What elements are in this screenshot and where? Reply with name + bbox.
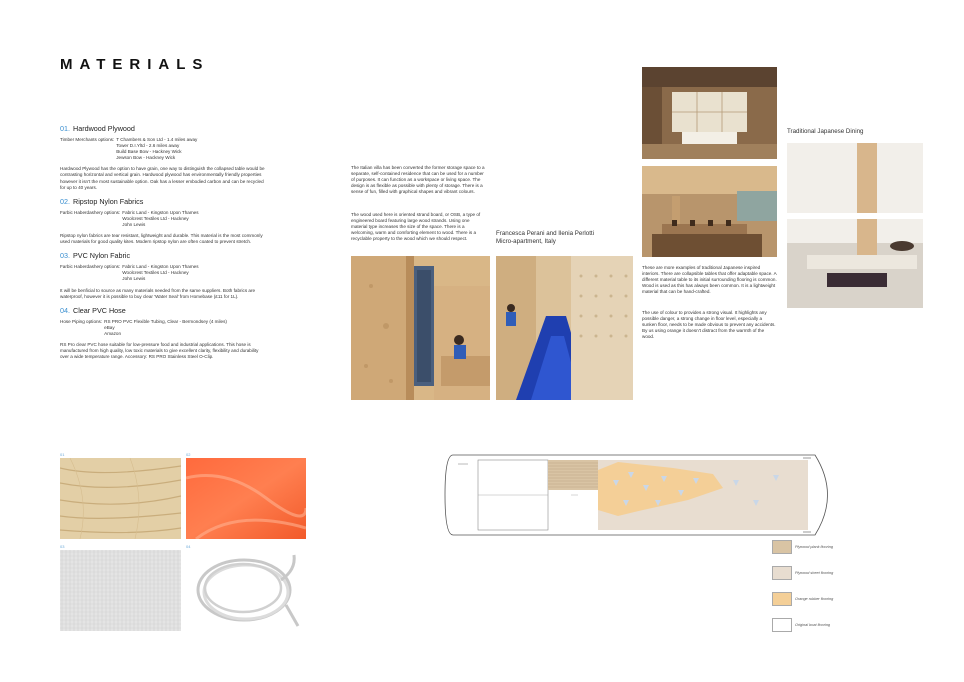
options-label: Hose Piping options: bbox=[60, 318, 103, 324]
nylon-swatch bbox=[186, 458, 306, 539]
section-description: Hardwood Plywood has the option to have grain, one way to distinguish the collapsed table would be contrasting horizontal and vertical grain. Hardwood plywood has environmentally friendly properties however it isn't the most sustainable option. Oak has a lesser embodied carbon and can be recycled for up to 40 years. bbox=[60, 166, 265, 190]
legend-item bbox=[772, 566, 833, 580]
boat-plan-drawing bbox=[443, 450, 843, 540]
legend-label: Orange rubber flooring bbox=[795, 597, 834, 601]
swatch-label: 01 bbox=[60, 452, 65, 457]
options-label: Farbic Haberdashery options: bbox=[60, 209, 121, 215]
legend-swatch bbox=[772, 540, 792, 554]
section-heading bbox=[60, 251, 265, 260]
materials-list bbox=[60, 124, 265, 360]
section-description: It will be benficial to source as many materials needed from the same suppliers. Both fabrics are waterproof, however it is possible to buy clear 'Water Seal' from Homebase (£11 for 1L). bbox=[60, 287, 256, 299]
villa-caption bbox=[496, 230, 636, 246]
swatch-label: 04 bbox=[186, 544, 191, 549]
supplier-options bbox=[60, 210, 265, 228]
japanese-photo-3 bbox=[787, 143, 923, 308]
plywood-swatch bbox=[60, 458, 181, 539]
boat-floor-plan bbox=[443, 450, 843, 540]
supplier-options bbox=[60, 264, 265, 282]
pvc-fabric-swatch bbox=[60, 550, 181, 631]
option-item: eBay bbox=[104, 324, 115, 330]
section-heading bbox=[60, 197, 265, 206]
section-number: 03. bbox=[60, 251, 70, 261]
floor-legend bbox=[772, 540, 833, 632]
legend-swatch bbox=[772, 618, 792, 632]
swatch-label: 03 bbox=[60, 544, 65, 549]
japanese-photo-2-image bbox=[642, 166, 777, 257]
supplier-options bbox=[60, 319, 265, 337]
material-section bbox=[60, 124, 265, 191]
material-section bbox=[60, 251, 265, 299]
hose-swatch bbox=[186, 550, 306, 631]
material-section bbox=[60, 197, 265, 245]
options-label: Timber Merchants options: bbox=[60, 137, 115, 142]
option-item: RS PRO PVC Flexible Tubing, Clear - Bermondsey (4 miles) bbox=[104, 318, 227, 324]
legend-item bbox=[772, 592, 833, 606]
option-item: Woolcrest Textiles Ltd - Hackney bbox=[122, 270, 189, 276]
legend-label: Original boat flooring bbox=[795, 623, 831, 627]
page-title: MATERIALS bbox=[60, 56, 210, 73]
villa-photo-1 bbox=[351, 256, 490, 400]
villa-photo-2 bbox=[496, 256, 633, 400]
option-item: Amazon bbox=[104, 330, 121, 336]
plywood-image bbox=[60, 458, 181, 539]
section-number: 01. bbox=[60, 124, 70, 133]
japanese-photo-3-image bbox=[787, 143, 923, 308]
japanese-caption: Traditional Japanese Dining bbox=[787, 128, 864, 135]
japanese-colour-text: The use of colour to provides a strong visual. It highlights any possible danger, a strong change in floor level, especially a sunken floor, needs to be made obvious to prevent any accidents. By us using orange it doesn't distract from the warmth of the wood. bbox=[642, 310, 776, 340]
option-item: T Chambers & Son Ltd - 1.4 miles away bbox=[116, 137, 198, 142]
legend-item bbox=[772, 540, 833, 554]
villa-materials-text: The wood used here is oriented strand board, or OSB, a type of engineered board featuring large wood strands. Using one material type increases the size of the space. There is a welcoming, warm and comforting element to wood. There is a recyclable property to the wood which we should respect. bbox=[351, 212, 481, 242]
legend-label: Plywood plank flooring bbox=[795, 545, 833, 549]
option-item: John Lewis bbox=[122, 221, 146, 227]
legend-swatch bbox=[772, 566, 792, 580]
section-heading bbox=[60, 124, 265, 133]
options-label: Farbic Haberdashery options: bbox=[60, 264, 121, 270]
option-item: John Lewis bbox=[122, 276, 146, 282]
section-name: Clear PVC Hose bbox=[73, 305, 126, 315]
villa-photo-2-image bbox=[496, 256, 633, 400]
villa-location: Micro-apartment, Italy bbox=[496, 238, 556, 245]
section-description: Ripstop nylon fabrics are tear resistant, lightweight and durable. This material is the most commonly used materials for good quality kites. Modern ripstop nylon are often coated to prevent stretch. bbox=[60, 233, 263, 245]
section-name: Ripstop Nylon Fabrics bbox=[73, 196, 144, 206]
section-name: Hardwood Plywood bbox=[73, 124, 135, 133]
option-item: Fabric Land - Kingston Upon Thames bbox=[122, 209, 199, 215]
hose-image bbox=[186, 550, 306, 631]
supplier-options bbox=[60, 137, 265, 161]
option-item: Fabric Land - Kingston Upon Thames bbox=[122, 264, 199, 270]
japanese-photo-1 bbox=[642, 67, 777, 159]
option-item: Woolcrest Textiles Ltd - Hackney bbox=[122, 215, 189, 221]
legend-label: Plywood sheet flooring bbox=[795, 571, 834, 575]
option-item: Tower D.I.Yltd - 2.6 miles away bbox=[116, 143, 180, 149]
option-item: Build Base Bow - Hackney Wick bbox=[116, 149, 182, 155]
material-section bbox=[60, 306, 265, 361]
section-heading bbox=[60, 306, 265, 315]
swatch-label: 02 bbox=[186, 452, 191, 457]
pvc-fabric-image bbox=[60, 550, 181, 631]
japanese-description: These are more examples of traditional Japanese inspired interiors. There are collapsible tables that offer adaptable space. A different material table to its initial surrounding flooring is common. Wood is used as this has always been common. It is a lightweight material that can be hand-crafted. bbox=[642, 265, 777, 295]
section-name: PVC Nylon Fabric bbox=[73, 251, 131, 261]
villa-photo-1-image bbox=[351, 256, 490, 400]
section-number: 04. bbox=[60, 305, 70, 315]
legend-swatch bbox=[772, 592, 792, 606]
villa-description: The Italian villa has been converted the former storage space to a separate, self-contained residence that can be used for a number of purposes. It can function as a workspace or living space. The design is as flexible as possible with plenty of storage. There is a sense of fun, filled with graphical shapes and vibrant colours. bbox=[351, 165, 485, 195]
option-item: Jewson Bow - Hackney Wick bbox=[116, 155, 176, 161]
section-description: RS Pro clear PVC hose suitable for low-pressure food and industrial applications. This hose is manufactured from high quality, low toxic materials to give excellent clarity, flexibility and durability over a wide temperature range. Accessory: RS PRO Stainless Steel O-Clip. bbox=[60, 341, 259, 360]
japanese-photo-2 bbox=[642, 166, 777, 257]
legend-item bbox=[772, 618, 833, 632]
section-number: 02. bbox=[60, 196, 70, 206]
japanese-photo-1-image bbox=[642, 67, 777, 159]
nylon-image bbox=[186, 458, 306, 539]
villa-architects: Francesca Perani and Ilenia Perlotti bbox=[496, 230, 595, 237]
